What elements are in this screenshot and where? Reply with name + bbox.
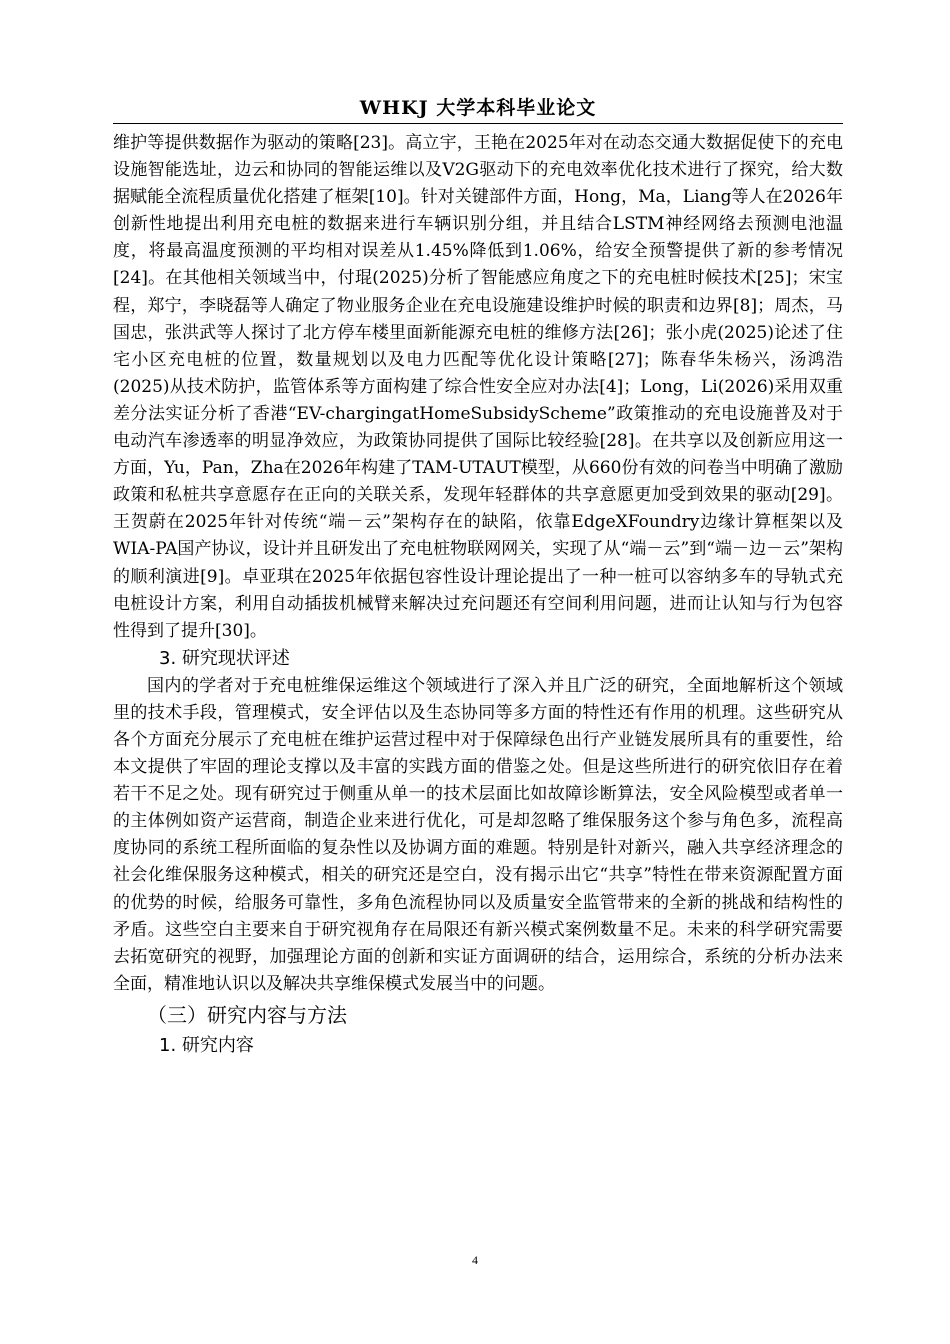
document-body: [113, 130, 843, 1060]
page-number: 4: [472, 1253, 478, 1267]
page-header-title: WHKJ 大学本科毕业论文: [359, 97, 597, 119]
section-heading-review: 3. 研究现状评述: [159, 647, 290, 669]
section-heading-content-methods: （三）研究内容与方法: [147, 1002, 347, 1027]
body-paragraph: 国内的学者对于充电桩维保运维这个领域进行了深入并且广泛的研究，全面地解析这个领域里的技术手段，管理模式，安全评估以及生态协同等多方面的特性还有作用的机理。这些研究从各个方面充分展示了充电桩在维护运营过程中对于保障绿色出行产业链发展所具有的重要性，给本文提供了牢固的理论支撑以及丰富的实践方面的借鉴之处。但是这些所进行的研究依旧存在着若干不足之处。现有研究过于侧重从单一的技术层面比如故障诊断算法，安全风险模型或者单一的主体例如资产运营商，制造企业来进行优化，可是却忽略了维保服务这个参与角色多，流程高度协同的系统工程所面临的复杂性以及协调方面的难题。特别是针对新兴，融入共享经济理念的社会化维保服务这种模式，相关的研究还是空白，没有揭示出它“共享”特性在带来资源配置方面的优势的时候，给服务可靠性，多角色流程协同以及质量安全监管带来的全新的挑战和结构性的矛盾。这些空白主要来自于研究视角存在局限还有新兴模式案例数量不足。未来的科学研究需要去拓宽研究的视野，加强理论方面的创新和实证方面调研的结合，运用综合，系统的分析办法来全面，精准地认识以及解决共享维保模式发展当中的问题。: [113, 675, 843, 994]
subsection-heading-content: 1. 研究内容: [159, 1034, 254, 1056]
body-paragraph: 维护等提供数据作为驱动的策略[23]。高立宇，王艳在2025年对在动态交通大数据促使下的充电设施智能选址，边云和协同的智能运维以及V2G驱动下的充电效率优化技术进行了探究，给大数据赋能全流程质量优化搭建了框架[10]。针对关键部件方面，Hong，Ma，Liang等人在2026年创新性地提出利用充电桩的数据来进行车辆识别分组，并且结合LSTM神经网络去预测电池温度，将最高温度预测的平均相对误差从1.45%降低到1.06%，给安全预警提供了新的参考情况[24]。在其他相关领域当中，付琨(2025)分析了智能感应角度之下的充电桩时候技术[25]；宋宝程，郑宁，李晓磊等人确定了物业服务企业在充电设施建设维护时候的职责和边界[8]；周杰，马国忠，张洪武等人探讨了北方停车楼里面新能源充电桩的维修方法[26]；张小虎(2025)论述了住宅小区充电桩的位置，数量规划以及电力匹配等优化设计策略[27]；陈春华朱杨兴，汤鸿浩(2025)从技术防护，监管体系等方面构建了综合性安全应对办法[4]；Long，Li(2026)采用双重差分法实证分析了香港“EV-chargingatHomeSubsidyScheme”政策推动的充电设施普及对于电动汽车渗透率的明显净效应，为政策协同提供了国际比较经验[28]。在共享以及创新应用这一方面，Yu，Pan，Zha在2026年构建了TAM-UTAUT模型，从660份有效的问卷当中明确了激励政策和私桩共享意愿存在正向的关联关系，发现年轻群体的共享意愿更加受到效果的驱动[29]。王贺蔚在2025年针对传统“端－云”架构存在的缺陷，依靠EdgeXFoundry边缘计算框架以及WIA-PA国产协议，设计并且研发出了充电桩物联网网关，实现了从“端－云”到“端－边－云”架构的顺利演进[9]。卓亚琪在2025年依据包容性设计理论提出了一种一桩可以容纳多车的导轨式充电桩设计方案，利用自动插拔机械臂来解决过充问题还有空间利用问题，进而让认知与行为包容性得到了提升[30]。: [113, 133, 843, 641]
header-divider: [113, 123, 843, 124]
